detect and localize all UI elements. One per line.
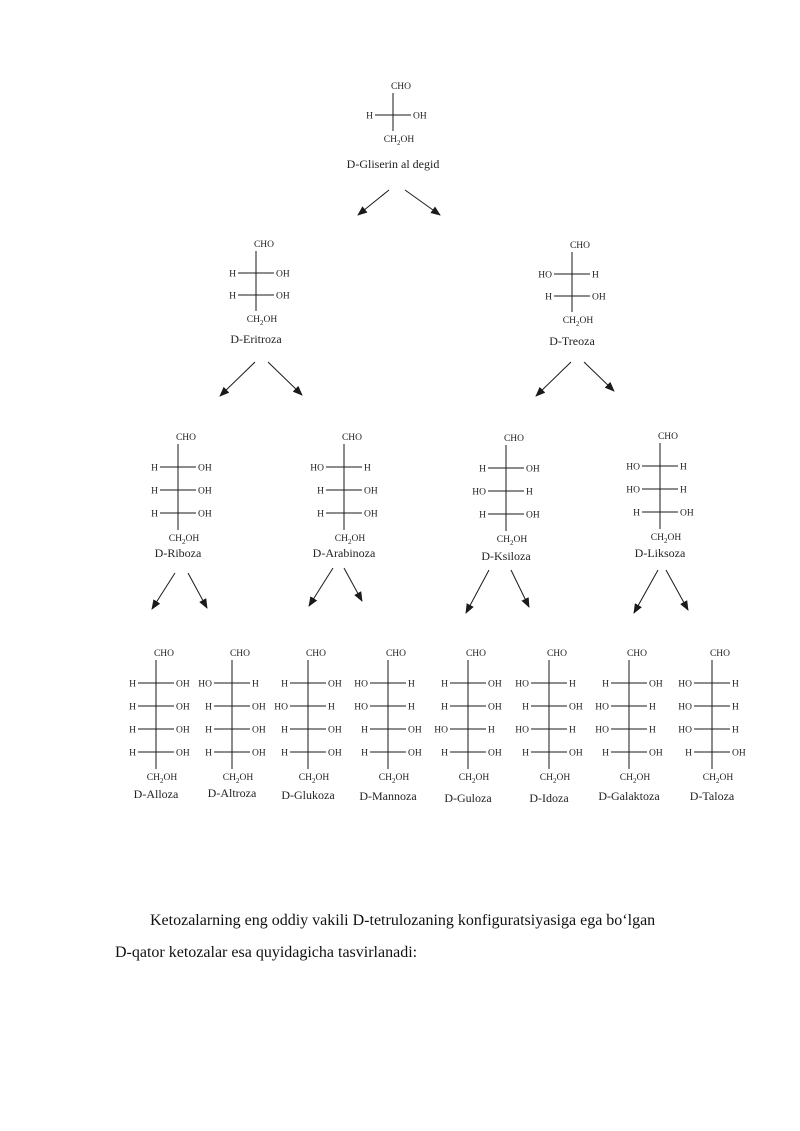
- left-substituent-label: H: [281, 748, 288, 759]
- arrow-icon: [358, 190, 389, 215]
- right-substituent-label: OH: [526, 464, 540, 475]
- left-substituent-label: H: [685, 748, 692, 759]
- left-substituent-label: H: [522, 748, 529, 759]
- left-substituent-label: HO: [678, 702, 692, 713]
- cho-label: CHO: [175, 433, 197, 443]
- cho-label: CHO: [626, 649, 648, 659]
- right-substituent-label: H: [252, 679, 259, 690]
- cho-label: CHO: [385, 649, 407, 659]
- left-substituent-label: HO: [515, 725, 529, 736]
- right-substituent-label: H: [680, 485, 687, 496]
- right-substituent-label: OH: [364, 509, 378, 520]
- left-substituent-label: H: [545, 292, 552, 303]
- left-substituent-label: HO: [198, 679, 212, 690]
- cho-label: CHO: [546, 649, 568, 659]
- ch2oh-label: $CH_2OH$: [146, 773, 178, 785]
- left-substituent-label: HO: [354, 702, 368, 713]
- arrow-icon: [634, 570, 658, 613]
- arrow-icon: [152, 573, 175, 609]
- left-substituent-label: H: [281, 679, 288, 690]
- left-substituent-label: H: [441, 679, 448, 690]
- left-substituent-label: H: [229, 269, 236, 280]
- cho-label: CHO: [153, 649, 175, 659]
- cho-label: CHO: [305, 649, 327, 659]
- left-substituent-label: HO: [595, 702, 609, 713]
- right-substituent-label: H: [680, 462, 687, 473]
- right-substituent-label: OH: [732, 748, 746, 759]
- right-substituent-label: H: [569, 679, 576, 690]
- arrow-icon: [309, 568, 333, 606]
- ch2oh-label: $CH_2OH$: [383, 135, 415, 147]
- ch2oh-label: $CH_2OH$: [702, 773, 734, 785]
- right-substituent-label: OH: [488, 679, 502, 690]
- left-substituent-label: H: [151, 509, 158, 520]
- cho-label: CHO: [657, 432, 679, 442]
- right-substituent-label: H: [732, 679, 739, 690]
- ch2oh-label: $CH_2OH$: [539, 773, 571, 785]
- right-substituent-label: OH: [488, 748, 502, 759]
- arrow-icon: [666, 570, 688, 610]
- right-substituent-label: H: [408, 702, 415, 713]
- right-substituent-label: OH: [176, 748, 190, 759]
- left-substituent-label: H: [129, 702, 136, 713]
- arrow-icon: [511, 570, 529, 607]
- left-substituent-label: H: [479, 464, 486, 475]
- left-substituent-label: H: [317, 509, 324, 520]
- cho-label: CHO: [390, 82, 412, 92]
- ch2oh-label: $CH_2OH$: [222, 773, 254, 785]
- right-substituent-label: OH: [252, 748, 266, 759]
- ch2oh-label: $CH_2OH$: [168, 534, 200, 546]
- cho-label: CHO: [341, 433, 363, 443]
- left-substituent-label: H: [129, 725, 136, 736]
- arrow-icon: [268, 362, 302, 395]
- right-substituent-label: OH: [252, 702, 266, 713]
- sugar-name: D-Idoza: [529, 791, 569, 805]
- right-substituent-label: OH: [198, 486, 212, 497]
- right-substituent-label: OH: [176, 725, 190, 736]
- right-substituent-label: OH: [569, 748, 583, 759]
- right-substituent-label: OH: [276, 269, 290, 280]
- right-substituent-label: H: [328, 702, 335, 713]
- right-substituent-label: H: [732, 725, 739, 736]
- right-substituent-label: OH: [569, 702, 583, 713]
- right-substituent-label: OH: [252, 725, 266, 736]
- sugar-name: D-Galaktoza: [598, 789, 660, 803]
- right-substituent-label: OH: [176, 702, 190, 713]
- sugar-name: D-Alloza: [133, 787, 179, 801]
- right-substituent-label: OH: [328, 748, 342, 759]
- left-substituent-label: H: [602, 748, 609, 759]
- left-substituent-label: HO: [354, 679, 368, 690]
- cho-label: CHO: [503, 434, 525, 444]
- right-substituent-label: H: [526, 487, 533, 498]
- left-substituent-label: HO: [310, 463, 324, 474]
- left-substituent-label: H: [441, 702, 448, 713]
- right-substituent-label: H: [488, 725, 495, 736]
- right-substituent-label: OH: [176, 679, 190, 690]
- cho-label: CHO: [465, 649, 487, 659]
- sugar-name: D-Glukoza: [281, 788, 335, 802]
- right-substituent-label: OH: [680, 508, 694, 519]
- arrow-icon: [536, 362, 571, 396]
- left-substituent-label: H: [317, 486, 324, 497]
- right-substituent-label: OH: [198, 509, 212, 520]
- sugar-name: D-Gliserin al degid: [346, 157, 440, 171]
- right-substituent-label: H: [569, 725, 576, 736]
- left-substituent-label: HO: [595, 725, 609, 736]
- ch2oh-label: $CH_2OH$: [562, 316, 594, 328]
- right-substituent-label: H: [592, 270, 599, 281]
- cho-label: CHO: [569, 241, 591, 251]
- left-substituent-label: H: [361, 725, 368, 736]
- sugar-name: D-Arabinoza: [312, 546, 376, 560]
- left-substituent-label: H: [281, 725, 288, 736]
- left-substituent-label: H: [205, 725, 212, 736]
- right-substituent-label: OH: [413, 111, 427, 122]
- paragraph-line-1: Ketozalarning eng oddiy vakili D-tetrulozaning konfiguratsiyasiga ega bo‘lgan: [150, 912, 656, 929]
- sugar-name: D-Liksoza: [634, 546, 686, 560]
- left-substituent-label: H: [151, 486, 158, 497]
- left-substituent-label: H: [441, 748, 448, 759]
- left-substituent-label: H: [479, 510, 486, 521]
- right-substituent-label: OH: [198, 463, 212, 474]
- cho-label: CHO: [709, 649, 731, 659]
- sugar-name: D-Altroza: [207, 786, 257, 800]
- sugar-name: D-Treoza: [549, 334, 595, 348]
- ch2oh-label: $CH_2OH$: [458, 773, 490, 785]
- arrow-icon: [405, 190, 440, 215]
- ch2oh-label: $CH_2OH$: [496, 535, 528, 547]
- arrow-icon: [584, 362, 614, 391]
- ch2oh-label: $CH_2OH$: [246, 315, 278, 327]
- left-substituent-label: H: [205, 702, 212, 713]
- left-substituent-label: H: [366, 111, 373, 122]
- ch2oh-label: $CH_2OH$: [334, 534, 366, 546]
- right-substituent-label: OH: [592, 292, 606, 303]
- sugar-name: D-Guloza: [444, 791, 492, 805]
- left-substituent-label: HO: [472, 487, 486, 498]
- left-substituent-label: HO: [626, 485, 640, 496]
- left-substituent-label: H: [361, 748, 368, 759]
- left-substituent-label: HO: [678, 679, 692, 690]
- right-substituent-label: H: [408, 679, 415, 690]
- right-substituent-label: OH: [328, 725, 342, 736]
- left-substituent-label: H: [151, 463, 158, 474]
- ch2oh-label: $CH_2OH$: [298, 773, 330, 785]
- arrow-icon: [466, 570, 489, 613]
- left-substituent-label: H: [229, 291, 236, 302]
- left-substituent-label: HO: [515, 679, 529, 690]
- sugar-name: D-Mannoza: [359, 789, 417, 803]
- right-substituent-label: H: [649, 725, 656, 736]
- sugar-name: D-Eritroza: [230, 332, 282, 346]
- left-substituent-label: HO: [274, 702, 288, 713]
- left-substituent-label: H: [129, 679, 136, 690]
- left-substituent-label: H: [522, 702, 529, 713]
- right-substituent-label: H: [732, 702, 739, 713]
- right-substituent-label: H: [364, 463, 371, 474]
- left-substituent-label: H: [205, 748, 212, 759]
- left-substituent-label: HO: [434, 725, 448, 736]
- arrow-icon: [220, 362, 255, 396]
- left-substituent-label: H: [602, 679, 609, 690]
- ch2oh-label: $CH_2OH$: [650, 533, 682, 545]
- cho-label: CHO: [229, 649, 251, 659]
- right-substituent-label: OH: [408, 748, 422, 759]
- ch2oh-label: $CH_2OH$: [619, 773, 651, 785]
- ch2oh-label: $CH_2OH$: [378, 773, 410, 785]
- right-substituent-label: OH: [649, 679, 663, 690]
- arrow-icon: [344, 568, 362, 601]
- left-substituent-label: HO: [626, 462, 640, 473]
- left-substituent-label: H: [129, 748, 136, 759]
- left-substituent-label: HO: [678, 725, 692, 736]
- right-substituent-label: OH: [276, 291, 290, 302]
- right-substituent-label: OH: [364, 486, 378, 497]
- left-substituent-label: HO: [538, 270, 552, 281]
- sugar-name: D-Ksiloza: [481, 549, 531, 563]
- left-substituent-label: H: [633, 508, 640, 519]
- right-substituent-label: OH: [488, 702, 502, 713]
- right-substituent-label: OH: [328, 679, 342, 690]
- paragraph-line-2: D-qator ketozalar esa quyidagicha tasvirlanadi:: [115, 944, 418, 961]
- right-substituent-label: H: [649, 702, 656, 713]
- right-substituent-label: OH: [526, 510, 540, 521]
- arrow-icon: [188, 573, 207, 608]
- right-substituent-label: OH: [408, 725, 422, 736]
- sugar-name: D-Riboza: [154, 546, 202, 560]
- right-substituent-label: OH: [649, 748, 663, 759]
- cho-label: CHO: [253, 240, 275, 250]
- sugar-name: D-Taloza: [689, 789, 735, 803]
